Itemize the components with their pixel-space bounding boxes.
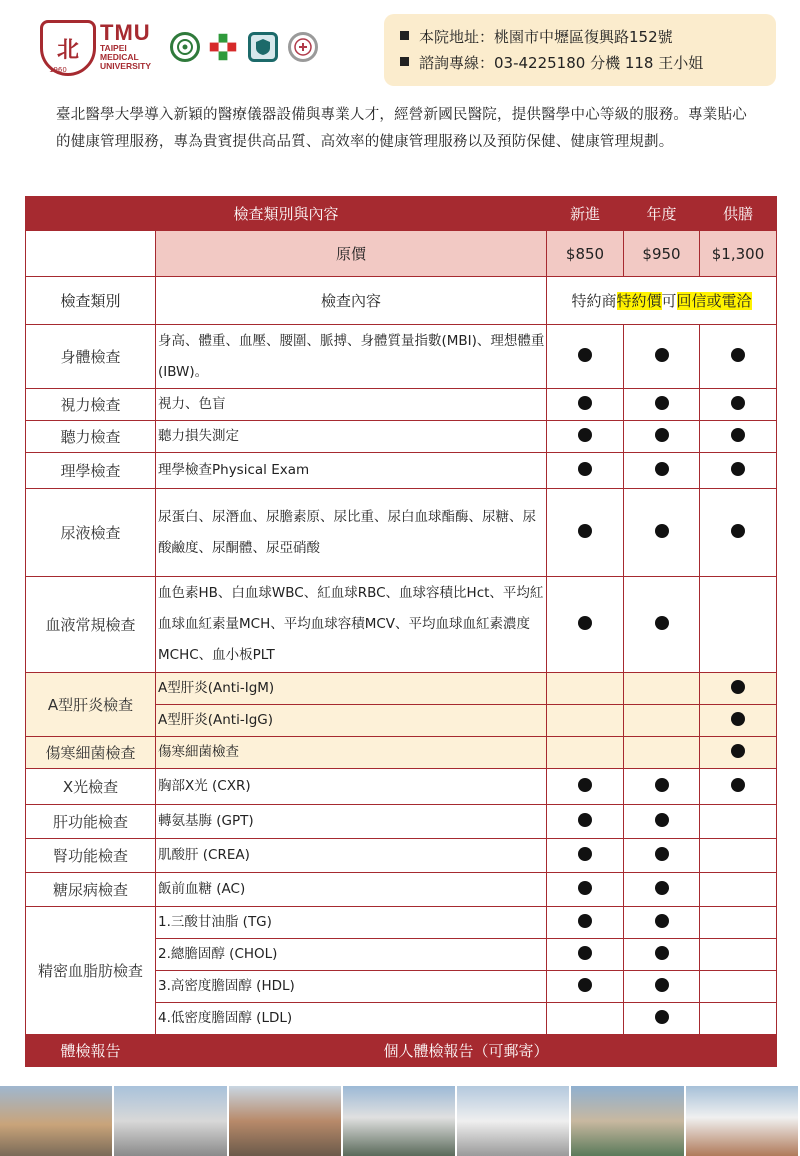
table-row bbox=[26, 673, 777, 705]
included-dot-icon bbox=[731, 744, 745, 758]
table-row bbox=[26, 489, 777, 577]
included-dot-icon bbox=[731, 428, 745, 442]
included-dot-icon bbox=[578, 524, 592, 538]
table-header-row bbox=[26, 197, 777, 231]
included-dot-icon bbox=[578, 616, 592, 630]
plan-mark-cell bbox=[700, 705, 777, 737]
row-content: 理學檢查Physical Exam bbox=[156, 453, 547, 489]
included-dot-icon bbox=[655, 881, 669, 895]
page-header bbox=[0, 0, 800, 92]
logo-sub-1: TAIPEI bbox=[100, 43, 127, 53]
row-content: 肌酸肝 (CREA) bbox=[156, 839, 547, 873]
row-category: 理學檢查 bbox=[26, 453, 156, 489]
included-dot-icon bbox=[655, 946, 669, 960]
plan-mark-cell bbox=[624, 1003, 700, 1035]
plan-mark-cell bbox=[547, 805, 624, 839]
table-row bbox=[26, 769, 777, 805]
plan-mark-cell bbox=[700, 939, 777, 971]
campus-photo bbox=[457, 1086, 571, 1156]
plan-mark-cell bbox=[700, 907, 777, 939]
included-dot-icon bbox=[578, 946, 592, 960]
plan-mark-cell bbox=[547, 971, 624, 1003]
plan-mark-cell bbox=[700, 737, 777, 769]
campus-photo bbox=[571, 1086, 685, 1156]
cross-logo-icon bbox=[208, 32, 238, 62]
plan-mark-cell bbox=[624, 873, 700, 907]
plan-mark-cell bbox=[700, 839, 777, 873]
plan-mark-cell bbox=[700, 421, 777, 453]
plan-mark-cell bbox=[547, 705, 624, 737]
special-highlight-2: 回信或電洽 bbox=[676, 292, 752, 310]
plan-mark-cell bbox=[547, 737, 624, 769]
price-catering: $1,300 bbox=[700, 231, 777, 277]
plan-mark-cell bbox=[547, 389, 624, 421]
plan-mark-cell bbox=[624, 705, 700, 737]
row-category: A型肝炎檢查 bbox=[26, 673, 156, 737]
row-content: 2.總膽固醇 (CHOL) bbox=[156, 939, 547, 971]
included-dot-icon bbox=[655, 813, 669, 827]
table-row bbox=[26, 577, 777, 673]
included-dot-icon bbox=[578, 978, 592, 992]
footer-right: 個人體檢報告（可郵寄） bbox=[156, 1035, 777, 1067]
seal-emblem-icon bbox=[288, 32, 318, 62]
table-footer-row bbox=[26, 1035, 777, 1067]
row-content: 飯前血糖 (AC) bbox=[156, 873, 547, 907]
included-dot-icon bbox=[578, 462, 592, 476]
plan-mark-cell bbox=[547, 873, 624, 907]
row-content: 1.三酸甘油脂 (TG) bbox=[156, 907, 547, 939]
plan-mark-cell bbox=[624, 325, 700, 389]
campus-photo bbox=[229, 1086, 343, 1156]
bullet-square-icon bbox=[400, 57, 409, 66]
plan-mark-cell bbox=[547, 325, 624, 389]
row-content: 聽力損失測定 bbox=[156, 421, 547, 453]
plan-mark-cell bbox=[547, 839, 624, 873]
special-prefix: 特約商 bbox=[571, 292, 617, 310]
plan-mark-cell bbox=[624, 907, 700, 939]
intro-paragraph: 臺北醫學大學導入新穎的醫療儀器設備與專業人才，經營新國民醫院，提供醫學中心等級的服務。專業貼心的健康管理服務，專為貴賓提供高品質、高效率的健康管理服務以及預防保健、健康管理規劃。 bbox=[56, 107, 747, 150]
plan-mark-cell bbox=[547, 907, 624, 939]
row-content: 視力、色盲 bbox=[156, 389, 547, 421]
included-dot-icon bbox=[655, 914, 669, 928]
included-dot-icon bbox=[655, 778, 669, 792]
plan-mark-cell bbox=[700, 325, 777, 389]
plan-mark-cell bbox=[700, 1003, 777, 1035]
campus-photo-strip bbox=[0, 1086, 800, 1156]
shield-emblem-icon bbox=[248, 32, 278, 62]
campus-photo bbox=[343, 1086, 457, 1156]
plan-annual: 年度 bbox=[624, 197, 700, 231]
row-category: 傷寒細菌檢查 bbox=[26, 737, 156, 769]
plan-mark-cell bbox=[700, 673, 777, 705]
row-content: 轉氨基脢 (GPT) bbox=[156, 805, 547, 839]
table-row bbox=[26, 873, 777, 907]
plan-mark-cell bbox=[624, 421, 700, 453]
row-category: 尿液檢查 bbox=[26, 489, 156, 577]
included-dot-icon bbox=[731, 348, 745, 362]
plan-mark-cell bbox=[624, 453, 700, 489]
logo-sub-2: MEDICAL bbox=[100, 52, 139, 62]
plan-mark-cell bbox=[624, 805, 700, 839]
row-category: 身體檢查 bbox=[26, 325, 156, 389]
address-text: 本院地址：桃園市中壢區復興路152號 bbox=[419, 28, 673, 46]
included-dot-icon bbox=[578, 428, 592, 442]
campus-photo bbox=[0, 1086, 114, 1156]
table-row bbox=[26, 839, 777, 873]
included-dot-icon bbox=[578, 778, 592, 792]
included-dot-icon bbox=[655, 1010, 669, 1024]
table-row bbox=[26, 325, 777, 389]
included-dot-icon bbox=[731, 680, 745, 694]
row-content: 尿蛋白、尿潛血、尿膽素原、尿比重、尿白血球酯酶、尿糖、尿酸鹼度、尿酮體、尿亞硝酸 bbox=[156, 489, 547, 577]
included-dot-icon bbox=[655, 616, 669, 630]
row-content: 身高、體重、血壓、腰圍、脈搏、身體質量指數(MBI)、理想體重(IBW)。 bbox=[156, 325, 547, 389]
included-dot-icon bbox=[655, 978, 669, 992]
col-category: 檢查類別 bbox=[26, 277, 156, 325]
plan-mark-cell bbox=[624, 489, 700, 577]
contact-phone bbox=[400, 50, 760, 76]
special-mid: 可 bbox=[661, 292, 677, 310]
special-highlight-1: 特約價 bbox=[616, 292, 662, 310]
row-content: 胸部X光 (CXR) bbox=[156, 769, 547, 805]
price-new: $850 bbox=[547, 231, 624, 277]
contact-address bbox=[400, 24, 760, 50]
plan-mark-cell bbox=[700, 577, 777, 673]
plan-mark-cell bbox=[547, 939, 624, 971]
row-category: 腎功能檢查 bbox=[26, 839, 156, 873]
row-category: 精密血脂肪檢查 bbox=[26, 907, 156, 1035]
included-dot-icon bbox=[578, 847, 592, 861]
row-category: 視力檢查 bbox=[26, 389, 156, 421]
footer-left: 體檢報告 bbox=[26, 1035, 156, 1067]
plan-mark-cell bbox=[547, 489, 624, 577]
included-dot-icon bbox=[731, 778, 745, 792]
included-dot-icon bbox=[731, 712, 745, 726]
logo-year: 1960 bbox=[49, 66, 67, 74]
plan-mark-cell bbox=[547, 1003, 624, 1035]
included-dot-icon bbox=[578, 914, 592, 928]
plan-catering: 供膳 bbox=[700, 197, 777, 231]
header-left: 檢查類別與內容 bbox=[26, 197, 547, 231]
plan-mark-cell bbox=[547, 453, 624, 489]
bullet-square-icon bbox=[400, 31, 409, 40]
included-dot-icon bbox=[731, 524, 745, 538]
row-category: 糖尿病檢查 bbox=[26, 873, 156, 907]
plan-mark-cell bbox=[700, 971, 777, 1003]
row-content: 血色素HB、白血球WBC、紅血球RBC、血球容積比Hct、平均紅血球血紅素量MCH、平均血球容積MCV、平均血球血紅素濃度MCHC、血小板PLT bbox=[156, 577, 547, 673]
price-annual: $950 bbox=[624, 231, 700, 277]
table-row bbox=[26, 453, 777, 489]
campus-photo bbox=[114, 1086, 228, 1156]
included-dot-icon bbox=[655, 847, 669, 861]
included-dot-icon bbox=[578, 813, 592, 827]
included-dot-icon bbox=[578, 396, 592, 410]
checkup-table bbox=[25, 196, 777, 1067]
plan-mark-cell bbox=[547, 577, 624, 673]
logo-name: TMU bbox=[100, 20, 151, 45]
row-content: A型肝炎(Anti-IgM) bbox=[156, 673, 547, 705]
included-dot-icon bbox=[655, 524, 669, 538]
logo-sub-3: UNIVERSITY bbox=[100, 61, 152, 71]
plan-mark-cell bbox=[624, 577, 700, 673]
special-price-note bbox=[547, 277, 777, 325]
plan-mark-cell bbox=[700, 389, 777, 421]
plan-mark-cell bbox=[624, 673, 700, 705]
plan-mark-cell bbox=[624, 971, 700, 1003]
row-content: 3.高密度膽固醇 (HDL) bbox=[156, 971, 547, 1003]
row-content: A型肝炎(Anti-IgG) bbox=[156, 705, 547, 737]
plan-mark-cell bbox=[624, 839, 700, 873]
logo-wordmark bbox=[100, 22, 151, 71]
included-dot-icon bbox=[578, 881, 592, 895]
plan-mark-cell bbox=[547, 769, 624, 805]
row-category: 血液常規檢查 bbox=[26, 577, 156, 673]
price-blank bbox=[26, 231, 156, 277]
plan-mark-cell bbox=[700, 873, 777, 907]
plan-mark-cell bbox=[700, 453, 777, 489]
included-dot-icon bbox=[655, 428, 669, 442]
price-row bbox=[26, 231, 777, 277]
included-dot-icon bbox=[655, 348, 669, 362]
plan-new: 新進 bbox=[547, 197, 624, 231]
row-category: 聽力檢查 bbox=[26, 421, 156, 453]
plan-mark-cell bbox=[547, 421, 624, 453]
table-body bbox=[26, 325, 777, 1035]
contact-box bbox=[384, 14, 776, 86]
plan-mark-cell bbox=[624, 389, 700, 421]
table-row bbox=[26, 389, 777, 421]
included-dot-icon bbox=[655, 462, 669, 476]
plan-mark-cell bbox=[624, 769, 700, 805]
row-category: 肝功能檢查 bbox=[26, 805, 156, 839]
table-row bbox=[26, 421, 777, 453]
row-category: X光檢查 bbox=[26, 769, 156, 805]
plan-mark-cell bbox=[624, 939, 700, 971]
included-dot-icon bbox=[578, 348, 592, 362]
plan-mark-cell bbox=[700, 769, 777, 805]
row-content: 4.低密度膽固醇 (LDL) bbox=[156, 1003, 547, 1035]
phone-text: 諮詢專線：03-4225180 分機 118 王小姐 bbox=[419, 54, 704, 72]
included-dot-icon bbox=[655, 396, 669, 410]
column-header-row bbox=[26, 277, 777, 325]
included-dot-icon bbox=[731, 462, 745, 476]
plan-mark-cell bbox=[700, 489, 777, 577]
included-dot-icon bbox=[731, 396, 745, 410]
emblem-green-icon bbox=[170, 32, 200, 62]
tmu-logo-mark: 北 bbox=[56, 36, 79, 63]
table-row bbox=[26, 805, 777, 839]
table-row bbox=[26, 907, 777, 939]
plan-mark-cell bbox=[547, 673, 624, 705]
col-content: 檢查內容 bbox=[156, 277, 547, 325]
row-content: 傷寒細菌檢查 bbox=[156, 737, 547, 769]
campus-photo bbox=[686, 1086, 800, 1156]
table-row bbox=[26, 737, 777, 769]
price-label: 原價 bbox=[156, 231, 547, 277]
plan-mark-cell bbox=[700, 805, 777, 839]
plan-mark-cell bbox=[624, 737, 700, 769]
